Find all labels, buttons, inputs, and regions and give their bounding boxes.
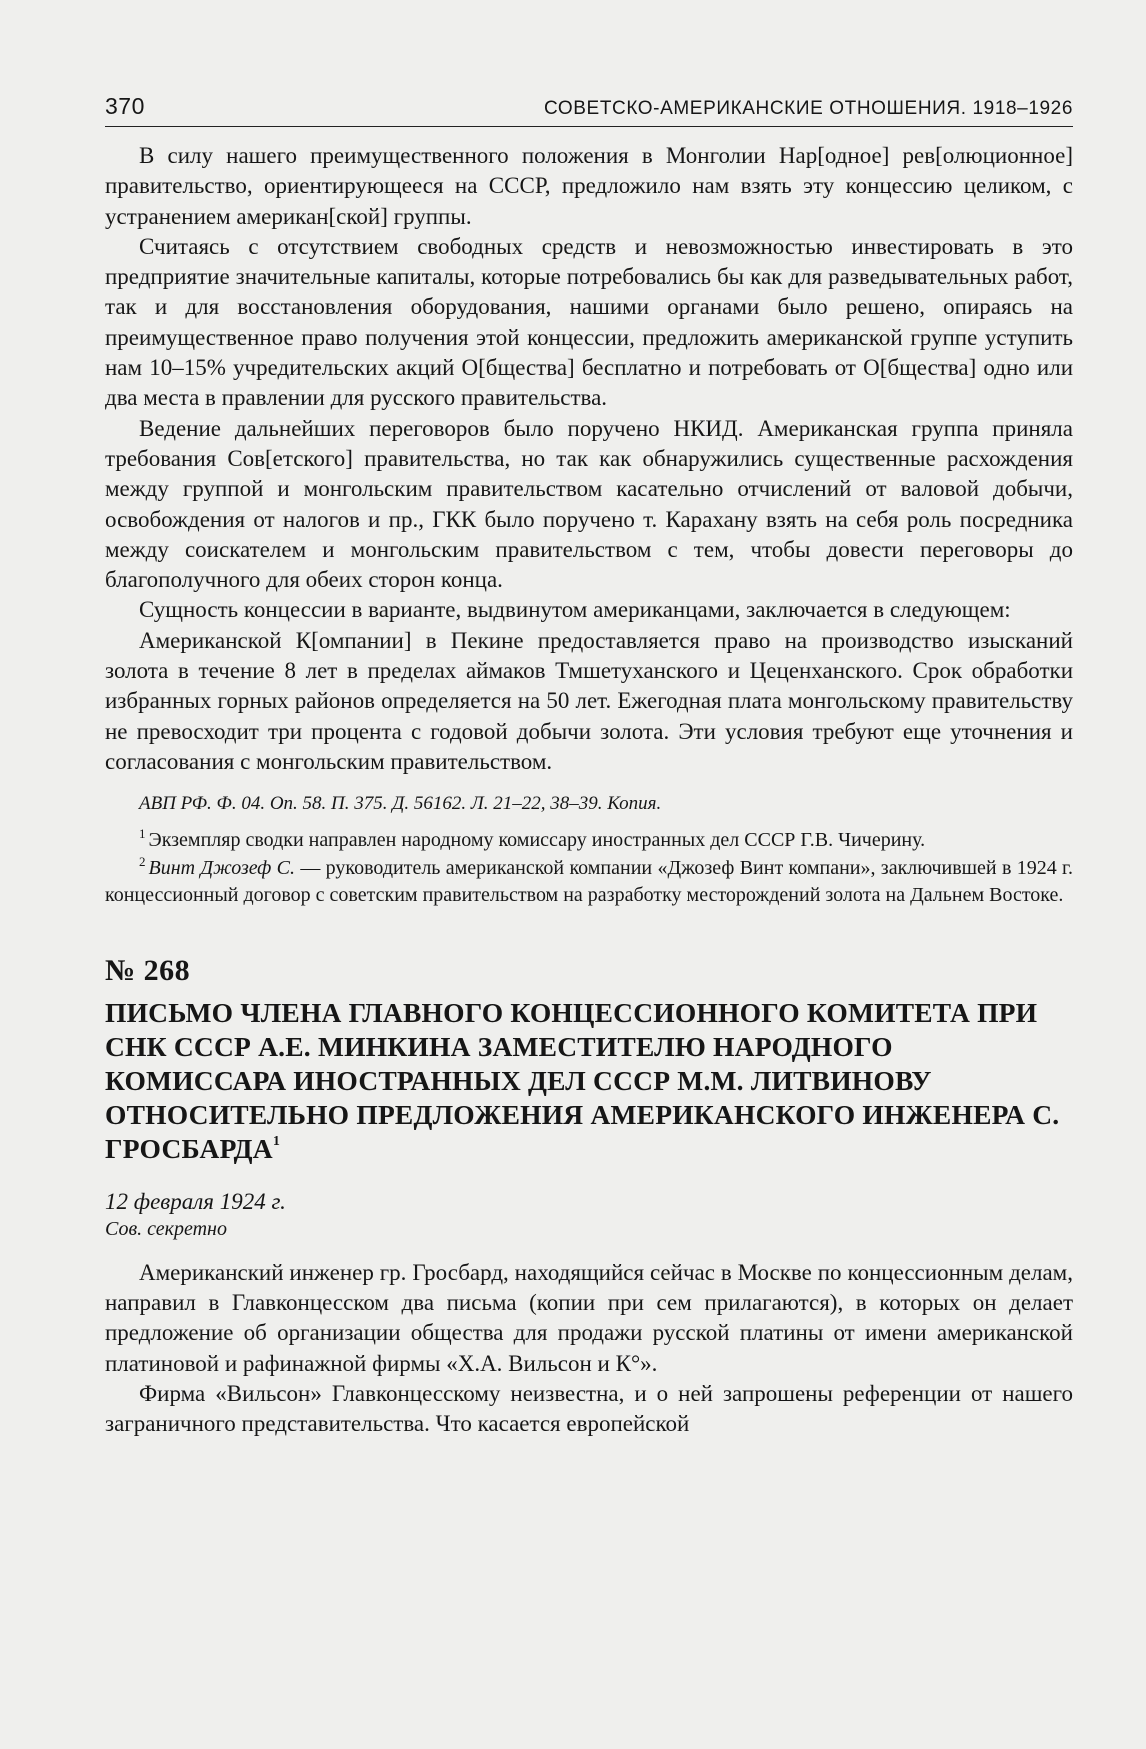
secrecy-stamp: Сов. секретно <box>105 1217 227 1240</box>
document-number: № 268 <box>105 953 191 987</box>
archive-source-citation: АВП РФ. Ф. 04. Оп. 58. П. 375. Д. 56162. Л. 21–22, 38–39. Копия. <box>139 793 662 815</box>
paragraph: Считаясь с отсутствием свободных средств и невозможностью инвестировать в это предприятие значительные капиталы, которые потребовались бы как для разведывательных работ, так и для восстановления оборудования, нашими органами было решено, опираясь на преимущественное право получения этой концессии, предложить американской группе уступить нам 10–15% учредительских акций О[бщества] бесплатно и потребовать от О[бщества] одно или два места в правлении для русского правительства. <box>105 233 1073 411</box>
book-page <box>105 86 1073 1726</box>
paragraph: Ведение дальнейших переговоров было поручено НКИД. Американская группа приняла требования Сов[етского] правительства, но так как обнаружились существенные расхождения между группой и монгольским правительством касательно отчислений от валовой добычи, освобождения от налогов и пр., ГКК было поручено т. Карахану взять на себя роль посредника между соискателем и монгольским правительством с тем, чтобы довести переговоры до благополучного для обеих сторон конца. <box>105 415 1073 593</box>
paragraph: В силу нашего преимущественного положения в Монголии Нар[одное] рев[олюционное] правительство, ориентирующееся на СССР, предложило нам взять эту концессию целиком, с устранением американ[ской] группы. <box>105 143 1073 229</box>
paragraph: Сущность концессии в варианте, выдвинутом американцами, заключается в следующем: <box>139 597 1011 623</box>
footnote-marker: 1 <box>272 1133 281 1149</box>
running-title: СОВЕТСКО-АМЕРИКАНСКИЕ ОТНОШЕНИЯ. 1918–1926 <box>543 98 1073 119</box>
footnote-person-name: Винт Джозеф С. <box>148 856 296 879</box>
footnote-2 <box>105 855 1073 910</box>
document-title-text: ПИСЬМО ЧЛЕНА ГЛАВНОГО КОНЦЕССИОННОГО КОМИТЕТА ПРИ СНК СССР А.Е. МИНКИНА ЗАМЕСТИТЕЛЮ НАРОДНОГО КОМИССАРА ИНОСТРАННЫХ ДЕЛ СССР М.М. ЛИТВИНОВУ ОТНОСИТЕЛЬНО ПРЕДЛОЖЕНИЯ АМЕРИКАНСКОГО ИНЖЕНЕРА С. ГРОСБАРДА <box>105 996 1060 1164</box>
document-date: 12 февраля 1924 г. <box>105 1188 286 1214</box>
page-number: 370 <box>105 93 145 119</box>
document-267-continuation <box>105 141 1073 910</box>
footnote-text: — руководитель американской компании «Джозеф Винт компани», заключившей в 1924 г. концессионный договор с советским правительством на разработку месторождений золота на Дальнем Востоке. <box>105 856 1073 907</box>
document-title <box>105 996 1073 1166</box>
paragraph: Американский инженер гр. Гросбард, находящийся сейчас в Москве по концессионным делам, направил в Главконцесском два письма (копии при сем прилагаются), в которых он делает предложение об организации общества для продажи русской платины от имени американской платиновой и рафинажной фирмы «Х.А. Вильсон и К°». <box>105 1259 1073 1376</box>
footnote-text: Экземпляр сводки направлен народному комиссару иностранных дел СССР Г.В. Чичерину. <box>148 829 926 852</box>
footnote-1 <box>105 827 1073 855</box>
footnote-marker: 2 <box>139 853 146 869</box>
footnote-marker: 1 <box>139 826 146 842</box>
paragraph: Американской К[омпании] в Пекине предоставляется право на производство изысканий золота в течение 8 лет в пределах аймаков Тмшетуханского и Цеценханского. Срок обработки избранных горных районов определяется на 50 лет. Ежегодная плата монгольскому правительству не превосходит три процента с годовой добычи золота. Эти условия требуют еще уточнения и согласования с монгольским правительством. <box>105 627 1073 774</box>
running-header <box>105 86 1073 127</box>
paragraph: Фирма «Вильсон» Главконцесскому неизвестна, и о ней запрошены референции от нашего заграничного представительства. Что касается европейской <box>105 1380 1073 1437</box>
document-268 <box>105 954 1073 1440</box>
